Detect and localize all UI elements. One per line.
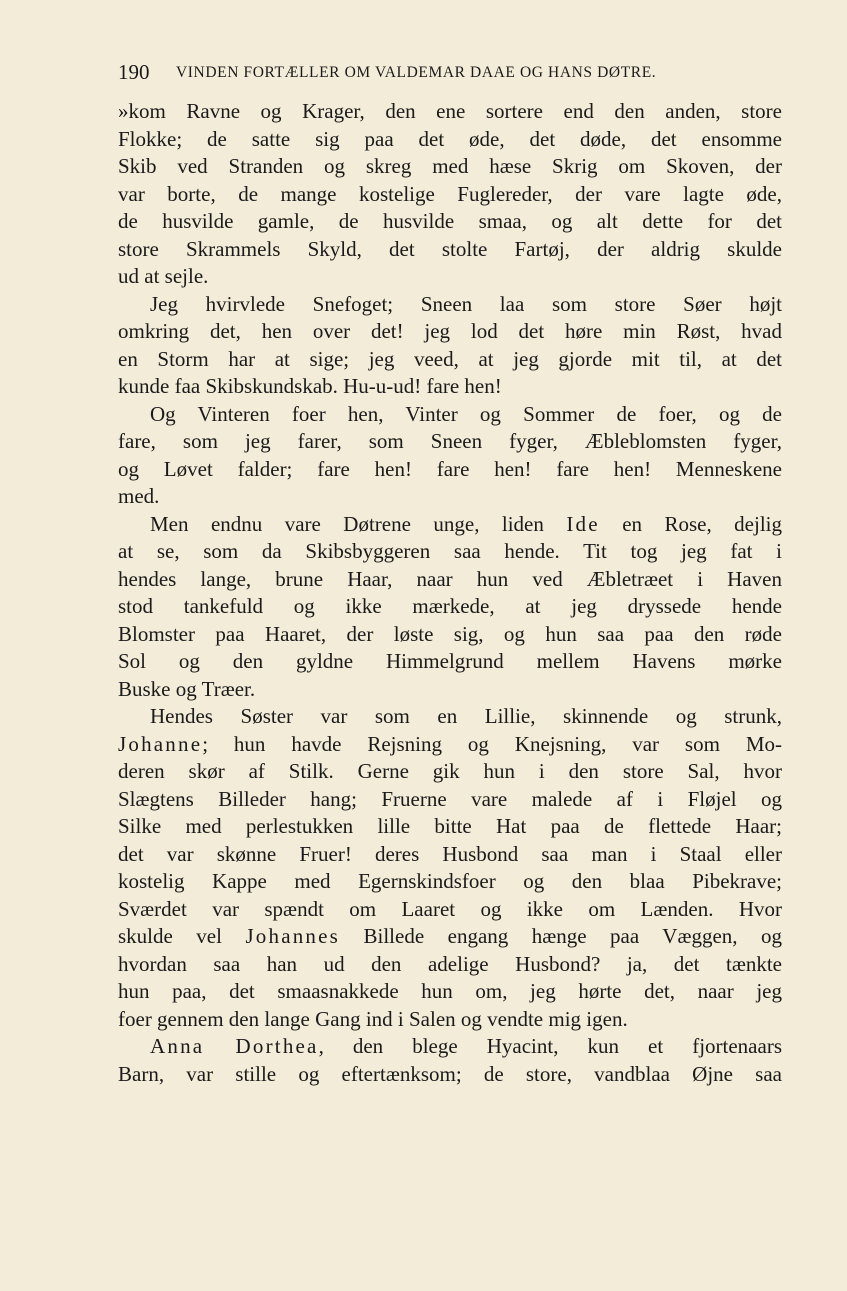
running-title: VINDEN FORTÆLLER OM VALDEMAR DAAE OG HANS DØTRE. xyxy=(176,64,657,81)
page-number: 190 xyxy=(118,60,150,84)
text-line xyxy=(118,923,782,951)
text-segment: ; hun havde Rejsning og Knejsning, var som Mo- xyxy=(202,731,782,756)
spaced-name-johannes: Johannes xyxy=(245,924,341,948)
page-header xyxy=(118,58,738,88)
text-line: Jeg hvirvlede Snefoget; Sneen laa som store Søer højt xyxy=(150,291,782,316)
body-text xyxy=(118,98,782,1088)
text-line: fare, som jeg farer, som Sneen fyger, Æbleblomsten fyger, xyxy=(118,429,782,453)
text-line: Buske og Træer. xyxy=(118,676,256,701)
text-line: de husvilde gamle, de husvilde smaa, og alt dette for det xyxy=(118,209,782,233)
text-line xyxy=(118,511,782,539)
text-line xyxy=(118,1033,782,1061)
text-line: Flokke; de satte sig paa det øde, det døde, det ensomme xyxy=(118,126,782,151)
text-line: store Skrammels Skyld, det stolte Fartøj, der aldrig skulde xyxy=(118,236,782,261)
text-line: var borte, de mange kostelige Fuglereder, der vare lagte øde, xyxy=(118,181,782,206)
text-line: hendes lange, brune Haar, naar hun ved Æbletræet i Haven xyxy=(118,566,782,591)
text-segment: , den blege Hyacint, kun et fjortenaars xyxy=(318,1034,782,1058)
text-line: foer gennem den lange Gang ind i Salen og vendte mig igen. xyxy=(118,1006,628,1031)
spaced-name-ide: Ide xyxy=(566,511,600,536)
text-line: stod tankefuld og ikke mærkede, at jeg dryssede hende xyxy=(118,594,782,618)
text-line: Slægtens Billeder hang; Fruerne vare malede af i Fløjel og xyxy=(118,786,782,811)
text-line: og Løvet falder; fare hen! fare hen! fare hen! Menneskene xyxy=(118,456,782,481)
text-line: Hendes Søster var som en Lillie, skinnende og strunk, xyxy=(150,704,782,728)
text-line: Barn, var stille og eftertænksom; de store, vandblaa Øjne saa xyxy=(118,1061,782,1086)
text-segment: skulde vel xyxy=(118,924,246,948)
text-line: hvordan saa han ud den adelige Husbond? ja, det tænkte xyxy=(118,951,782,976)
text-line: kostelig Kappe med Egernskindsfoer og den blaa Pibekrave; xyxy=(118,869,782,893)
text-line: en Storm har at sige; jeg veed, at jeg gjorde mit til, at det xyxy=(118,346,782,371)
spaced-name-johanne: Johanne xyxy=(118,731,203,756)
text-line: Silke med perlestukken lille bitte Hat paa de flettede Haar; xyxy=(118,814,782,838)
text-line: med. xyxy=(118,484,160,508)
text-segment: Billede engang hænge paa Væggen, og xyxy=(340,924,782,948)
text-line xyxy=(118,731,782,759)
text-line: »kom Ravne og Krager, den ene sortere end den anden, store xyxy=(118,99,782,123)
text-line: Blomster paa Haaret, der løste sig, og hun saa paa den røde xyxy=(118,621,782,646)
text-line: Skib ved Stranden og skreg med hæse Skrig om Skoven, der xyxy=(118,154,782,178)
text-segment: en Rose, dejlig xyxy=(599,511,782,536)
text-line: Sværdet var spændt om Laaret og ikke om Lænden. Hvor xyxy=(118,896,782,921)
text-line: Sol og den gyldne Himmelgrund mellem Havens mørke xyxy=(118,649,782,673)
text-line: det var skønne Fruer! deres Husbond saa man i Staal eller xyxy=(118,841,782,866)
text-line: hun paa, det smaasnakkede hun om, jeg hørte det, naar jeg xyxy=(118,979,782,1003)
text-line: ud at sejle. xyxy=(118,264,209,288)
text-segment: Men endnu vare Døtrene unge, liden xyxy=(150,511,567,536)
text-line: omkring det, hen over det! jeg lod det høre min Røst, hvad xyxy=(118,319,782,343)
spaced-name-anna-dorthea: Anna Dorthea xyxy=(150,1034,319,1058)
text-line: kunde faa Skibskundskab. Hu-u-ud! fare hen! xyxy=(118,374,502,398)
text-line: at se, som da Skibsbyggeren saa hende. Tit tog jeg fat i xyxy=(118,539,782,563)
text-line: Og Vinteren foer hen, Vinter og Sommer de foer, og de xyxy=(150,401,782,426)
text-line: deren skør af Stilk. Gerne gik hun i den store Sal, hvor xyxy=(118,759,782,783)
